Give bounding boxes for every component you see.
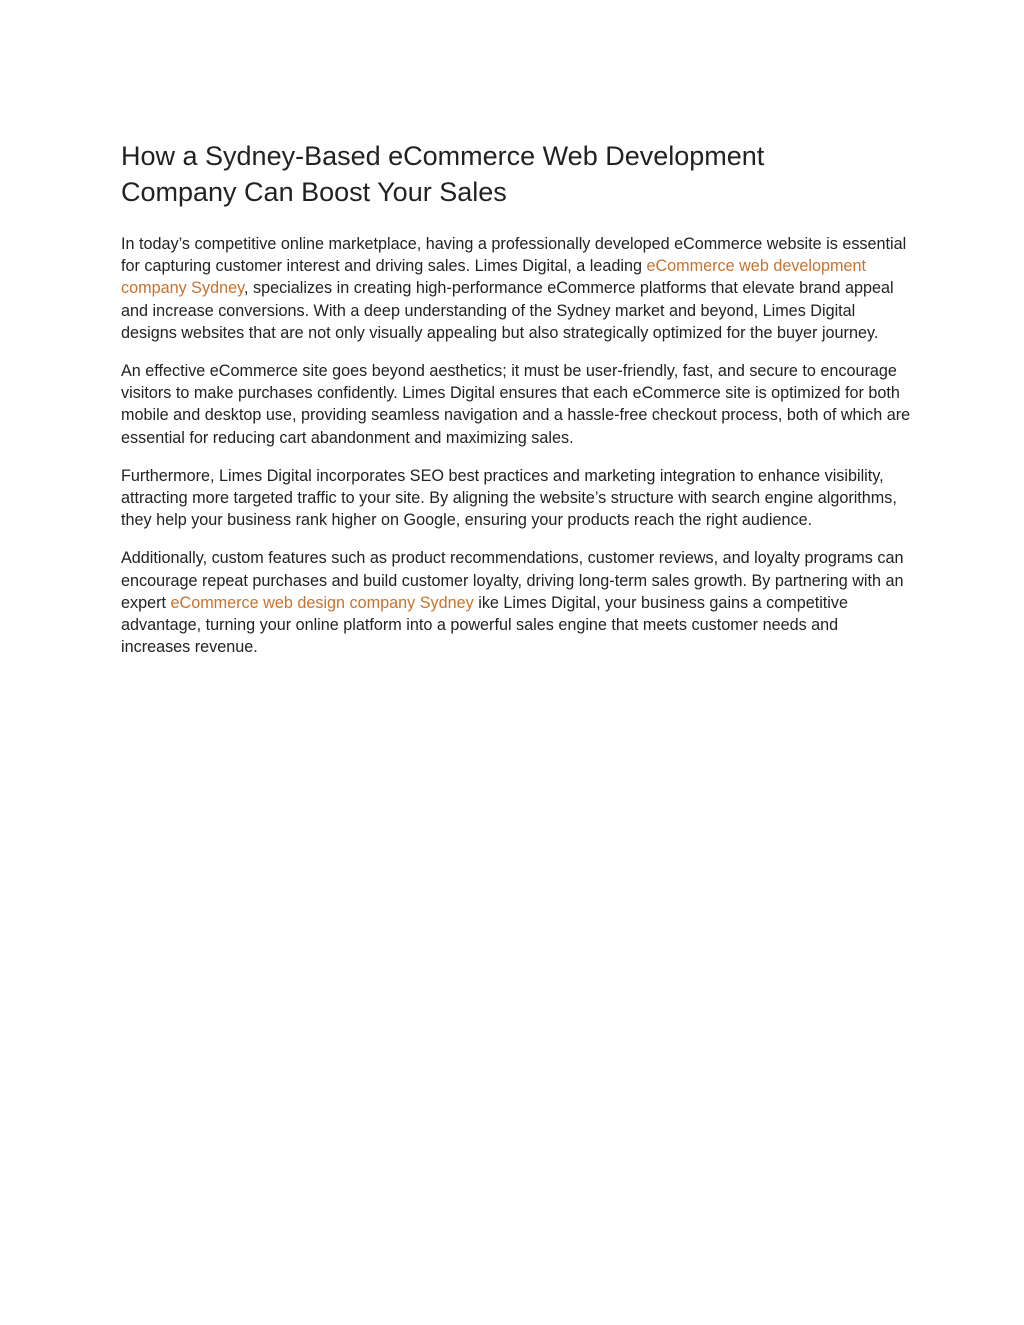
paragraph-seo: Furthermore, Limes Digital incorporates SEO best practices and marketing integration to enhance visibility, attracting more targeted traffic to your site. By aligning the website’s structure with search engine algorithms, they help your business rank higher on Google, ensuring your products reach the right audience.: [121, 466, 897, 530]
paragraph-custom-features: [121, 547, 911, 658]
paragraph-intro-text-start: In today’s competitive online marketplace, having a professionally developed eCommerce website is essential for capturing customer interest and driving sales. Limes Digital, a leading: [121, 235, 907, 276]
article-title: How a Sydney-Based eCommerce Web Development Company Can Boost Your Sales: [121, 141, 765, 207]
ecommerce-web-development-company-sydney-link[interactable]: eCommerce web development company Sydney: [121, 257, 867, 298]
paragraph-effective-site: An effective eCommerce site goes beyond aesthetics; it must be user-friendly, fast, and secure to encourage visitors to make purchases confidently. Limes Digital ensures that each eCommerce site is optimized for both mobile and desktop use, providing seamless navigation and a hassle-free checkout process, both of which are essential for reducing cart abandonment and maximizing sales.: [121, 362, 911, 447]
paragraph-custom-features-text-start: Additionally, custom features such as product recommendations, customer reviews, and loyalty programs can encourage repeat purchases and build customer loyalty, driving long-term sales growth. By partnering with an expert: [121, 549, 904, 612]
paragraph-custom-features-text-end: ike Limes Digital, your business gains a competitive advantage, turning your online platform into a powerful sales engine that meets customer needs and increases revenue.: [121, 593, 848, 657]
paragraph-intro: [121, 233, 911, 344]
paragraph-intro-text-end: , specializes in creating high-performance eCommerce platforms that elevate brand appeal and increase conversions. With a deep understanding of the Sydney market and beyond, Limes Digital designs websites that are not only visually appealing but also strategically optimized for the buyer journey.: [121, 279, 894, 342]
ecommerce-web-design-company-sydney-link[interactable]: eCommerce web design company Sydney: [170, 593, 474, 612]
article: [121, 138, 911, 674]
